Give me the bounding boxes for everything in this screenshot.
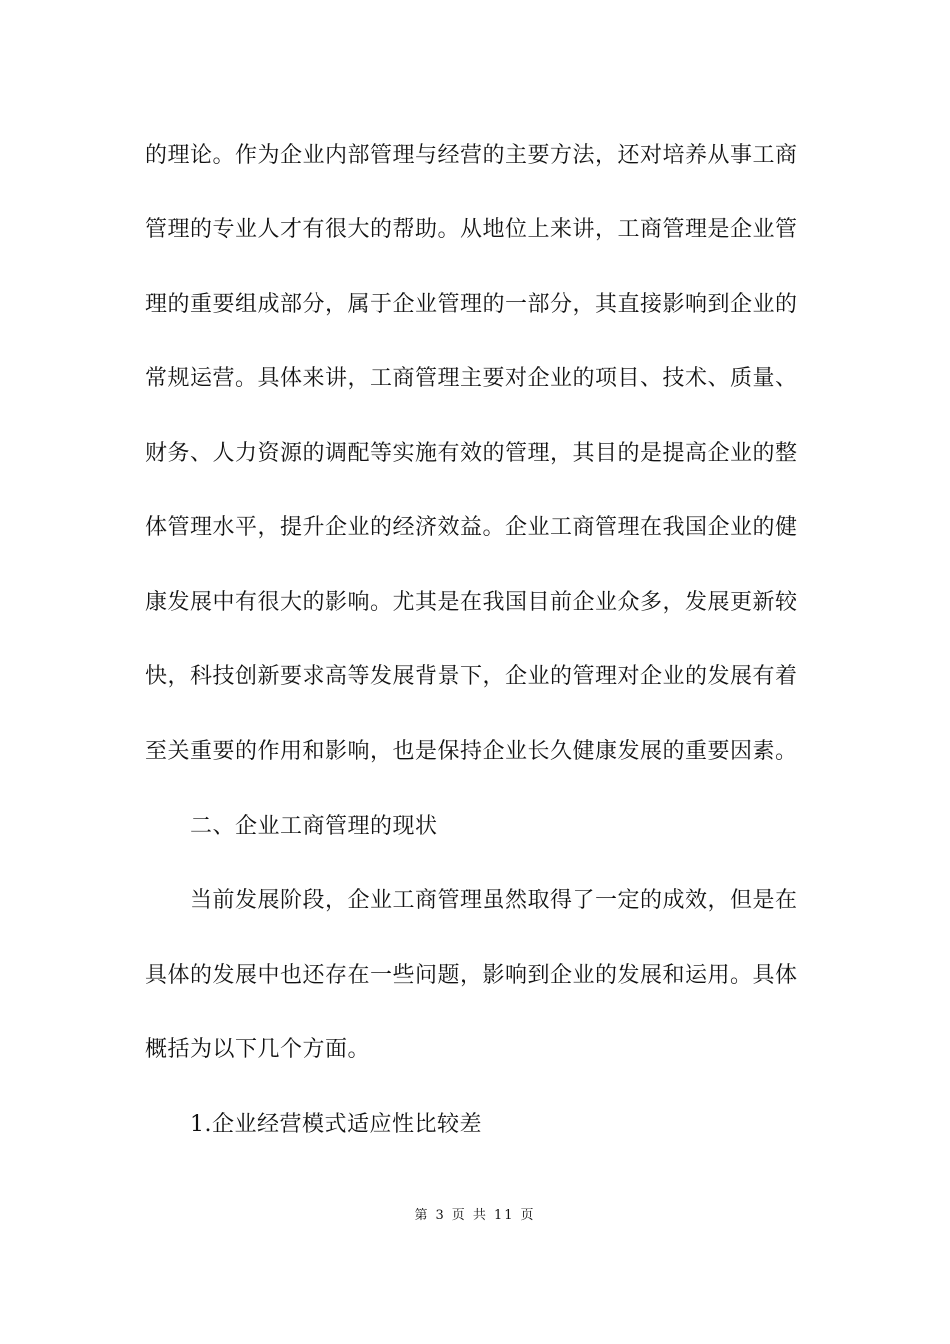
- footer-total-pages: 11: [493, 1208, 515, 1223]
- footer-suffix: 页: [520, 1208, 536, 1223]
- page-footer: [0, 1207, 950, 1225]
- body-line: 管理的专业人才有很大的帮助。从地位上来讲，工商管理是企业管: [145, 217, 798, 242]
- body-line: 理的重要组成部分，属于企业管理的一部分，其直接影响到企业的: [145, 292, 798, 317]
- body-line: 至关重要的作用和影响，也是保持企业长久健康发展的重要因素。: [145, 739, 798, 764]
- section-body-line: 概括为以下几个方面。: [145, 1037, 371, 1062]
- body-line: 康发展中有很大的影响。尤其是在我国目前企业众多，发展更新较: [145, 590, 798, 615]
- body-line: 财务、人力资源的调配等实施有效的管理，其目的是提高企业的整: [145, 441, 798, 466]
- footer-prefix: 第: [414, 1208, 430, 1223]
- section-body-line: 具体的发展中也还存在一些问题，影响到企业的发展和运用。具体: [145, 963, 798, 988]
- section-body-line: 当前发展阶段，企业工商管理虽然取得了一定的成效，但是在: [190, 888, 798, 913]
- body-line: 的理论。作为企业内部管理与经营的主要方法，还对培养从事工商: [145, 143, 798, 168]
- body-line: 体管理水平，提升企业的经济效益。企业工商管理在我国企业的健: [145, 515, 798, 540]
- footer-page-number: 3: [435, 1208, 446, 1223]
- body-line: 快，科技创新要求高等发展背景下，企业的管理对企业的发展有着: [145, 664, 798, 689]
- section-heading: 二、企业工商管理的现状: [190, 814, 438, 839]
- body-line: 常规运营。具体来讲，工商管理主要对企业的项目、技术、质量、: [145, 366, 798, 391]
- footer-middle: 页 共: [451, 1208, 488, 1223]
- subheading: 1.企业经营模式适应性比较差: [190, 1112, 482, 1137]
